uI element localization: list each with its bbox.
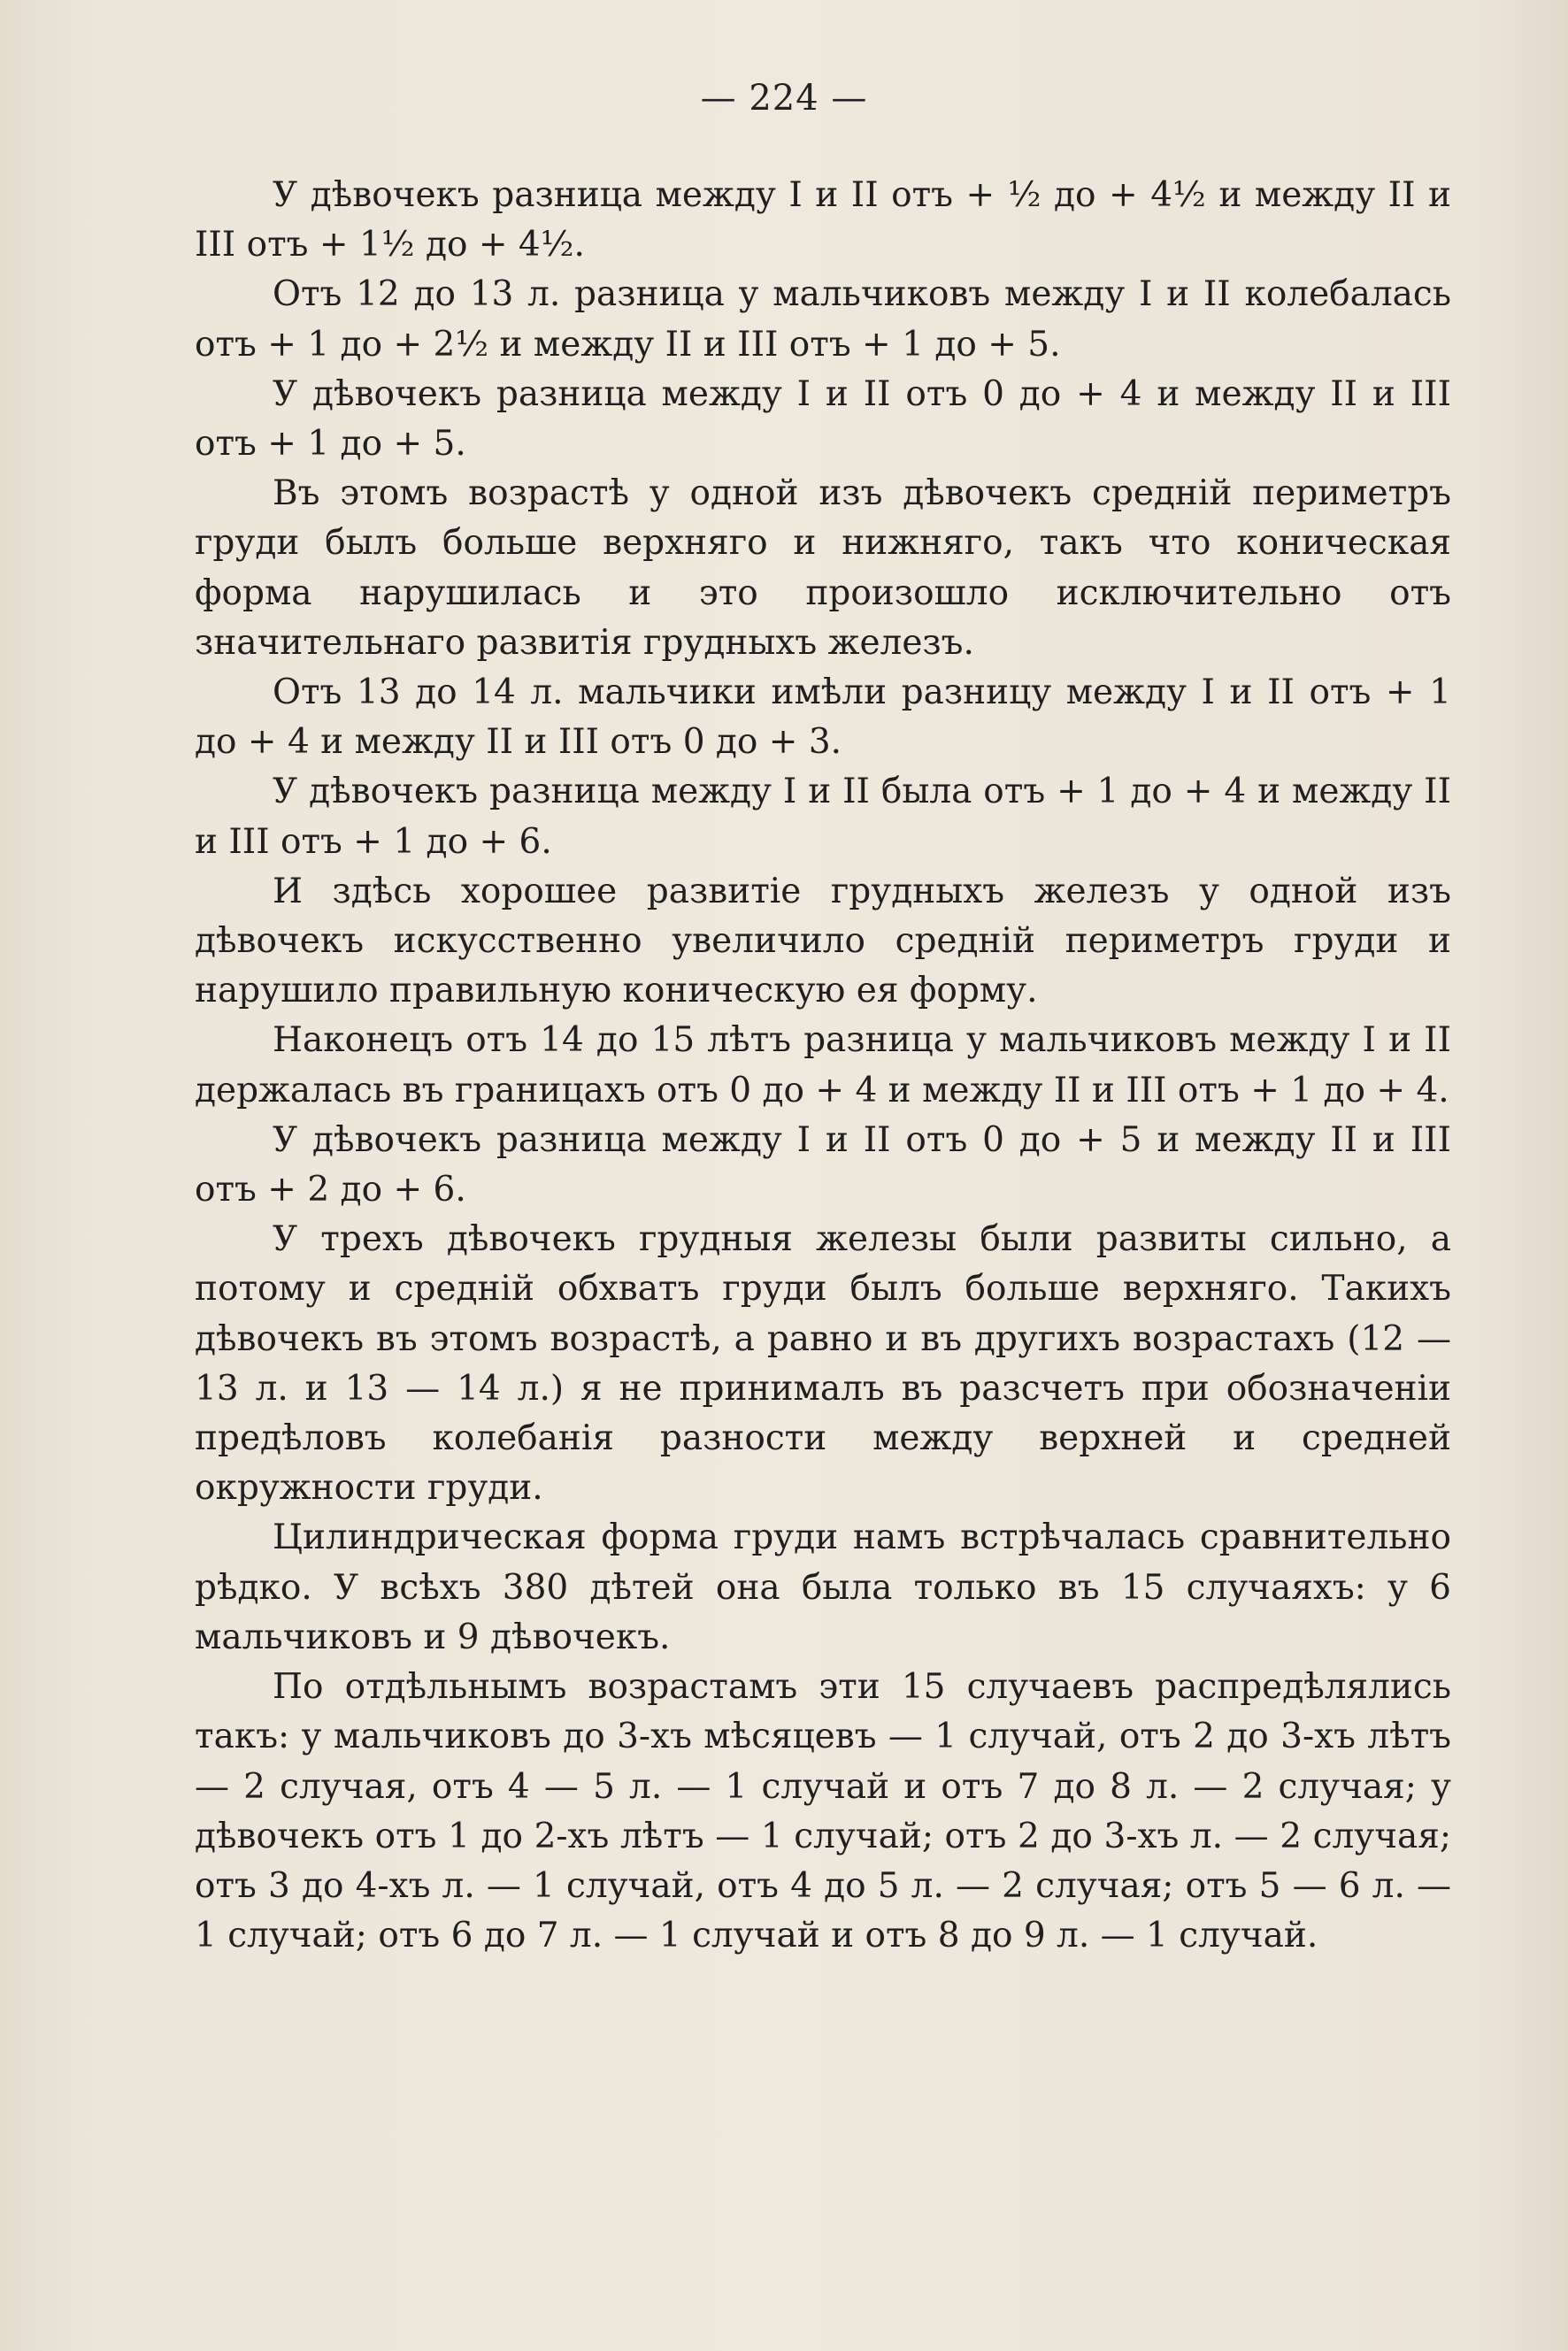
paragraph: У дѣвочекъ разница между I и II была отъ + 1 до + 4 и между II и III отъ + 1 до + 6. (195, 772, 1451, 862)
paragraph: И здѣсь хорошее развитiе грудныхъ железъ у одной изъ дѣвочекъ искусственно увеличило среднiй периметръ груди и нарушило правильную коническую ея форму. (195, 871, 1451, 1011)
body-text (195, 171, 1451, 1961)
paragraph: У дѣвочекъ разница между I и II отъ + ½ до + 4½ и между II и III отъ + 1½ до + 4½. (195, 175, 1451, 265)
page-number: — 224 — (700, 78, 868, 119)
paragraph: У дѣвочекъ разница между I и II отъ 0 до + 4 и между II и III отъ + 1 до + 5. (195, 373, 1451, 465)
paragraph: Отъ 12 до 13 л. разница у мальчиковъ между I и II колебалась отъ + 1 до + 2½ и между II и III отъ + 1 до + 5. (195, 274, 1451, 365)
paragraph: У дѣвочекъ разница между I и II отъ 0 до + 5 и между II и III отъ + 2 до + 6. (195, 1119, 1451, 1210)
paragraph: Цилиндрическая форма груди намъ встрѣчалась сравнительно рѣдко. У всѣхъ 380 дѣтей она была только въ 15 случаяхъ: у 6 мальчиковъ и 9 дѣвочекъ. (195, 1517, 1451, 1657)
paragraph: По отдѣльнымъ возрастамъ эти 15 случаевъ распредѣлялись такъ: у мальчиковъ до 3-хъ мѣсяцевъ — 1 случай, отъ 2 до 3-хъ лѣтъ — 2 случая, отъ 4 — 5 л. — 1 случай и отъ 7 до 8 л. — 2 случая; у дѣвочекъ отъ 1 до 2-хъ лѣтъ — 1 случай; отъ 2 до 3-хъ л. — 2 случая; отъ 3 до 4-хъ л. — 1 случай, отъ 4 до 5 л. — 2 случая; отъ 5 — 6 л. — 1 случай; отъ 6 до 7 л. — 1 случай и отъ 8 до 9 л. — 1 случай. (195, 1667, 1451, 1956)
paragraph: У трехъ дѣвочекъ грудныя железы были развиты сильно, а потому и среднiй обхватъ груди былъ больше верхняго. Такихъ дѣвочекъ въ этомъ возрастѣ, а равно и въ другихъ возрастахъ (12 — 13 л. и 13 — 14 л.) я не принималъ въ разсчетъ при обозначенiи предѣловъ колебанiя разности между верхней и средней окружности груди. (195, 1219, 1451, 1509)
paragraph: Наконецъ отъ 14 до 15 лѣтъ разница у мальчиковъ между I и II держалась въ границахъ отъ 0 до + 4 и между II и III отъ + 1 до + 4. (195, 1020, 1451, 1110)
paragraph: Отъ 13 до 14 л. мальчики имѣли разницу между I и II отъ + 1 до + 4 и между II и III отъ 0 до + 3. (195, 672, 1451, 763)
paragraph: Въ этомъ возрастѣ у одной изъ дѣвочекъ среднiй периметръ груди былъ больше верхняго и нижняго, такъ что коническая форма нарушилась и это произошло исключительно отъ значительнаго развитiя грудныхъ железъ. (195, 473, 1451, 663)
